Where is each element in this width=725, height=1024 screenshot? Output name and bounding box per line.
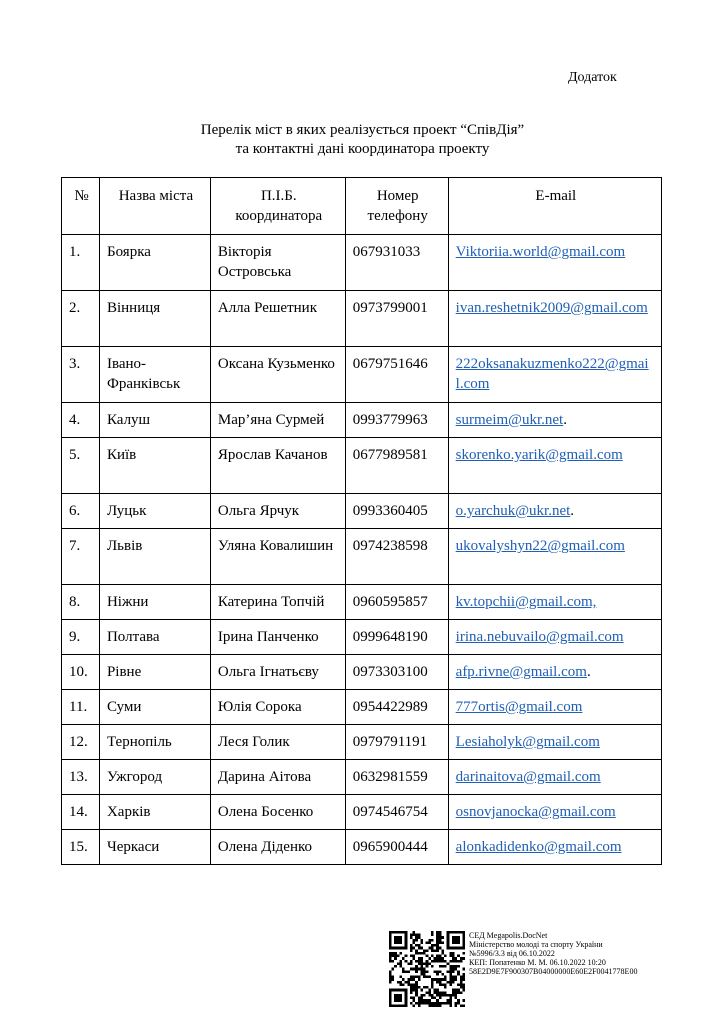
email-link[interactable]: kv.topchii@gmail.com, (455, 594, 597, 610)
row-coordinator-name: Оксана Кузьменко (210, 347, 345, 403)
row-coordinator-name: Ольга Ярчук (210, 494, 345, 529)
row-number: 11. (62, 690, 100, 725)
row-email (448, 291, 661, 347)
row-coordinator-name: Вікторія Островська (210, 235, 345, 291)
row-city: Полтава (99, 620, 210, 655)
stamp-text (469, 931, 637, 976)
email-link[interactable]: Lesiaholyk@gmail.com (455, 734, 600, 750)
row-number: 14. (62, 795, 100, 830)
header-number: № (62, 178, 100, 235)
row-coordinator-name: Ольга Ігнатьєву (210, 655, 345, 690)
row-number: 2. (62, 291, 100, 347)
table-row (62, 235, 662, 291)
row-email (448, 725, 661, 760)
title-line-2: та контактні дані координатора проекту (235, 141, 490, 157)
email-link[interactable]: darinaitova@gmail.com (455, 769, 601, 785)
email-link[interactable]: ivan.reshetnik2009@gmail.com (455, 300, 648, 316)
row-number: 7. (62, 529, 100, 585)
email-link[interactable]: Viktoriia.world@gmail.com (455, 244, 626, 260)
email-link[interactable]: ukovalyshyn22@gmail.com (455, 538, 625, 554)
row-phone: 067931033 (345, 235, 448, 291)
row-coordinator-name: Мар’яна Сурмей (210, 403, 345, 438)
row-city: Суми (99, 690, 210, 725)
row-city: Київ (99, 438, 210, 494)
email-link[interactable]: afp.rivne@gmail.com (455, 664, 587, 680)
email-suffix: . (570, 503, 575, 519)
row-number: 13. (62, 760, 100, 795)
row-email (448, 760, 661, 795)
table-row (62, 529, 662, 585)
table-row (62, 620, 662, 655)
row-number: 3. (62, 347, 100, 403)
electronic-signature-stamp (389, 931, 689, 1009)
stamp-line-hash: 58E2D9E7F900307B04000000E60E2F0041778E00 (469, 967, 638, 976)
row-number: 10. (62, 655, 100, 690)
row-number: 6. (62, 494, 100, 529)
row-city: Тернопіль (99, 725, 210, 760)
row-number: 15. (62, 830, 100, 865)
row-email (448, 620, 661, 655)
row-coordinator-name: Юлія Сорока (210, 690, 345, 725)
row-city: Боярка (99, 235, 210, 291)
row-phone: 0979791191 (345, 725, 448, 760)
email-link[interactable]: alonkadidenko@gmail.com (455, 839, 622, 855)
row-email (448, 438, 661, 494)
row-email (448, 403, 661, 438)
stamp-line-signature: КЕП: Попатенко М. М. 06.10.2022 10:20 (469, 958, 606, 967)
table-row (62, 403, 662, 438)
table-row (62, 760, 662, 795)
row-number: 4. (62, 403, 100, 438)
header-email: E-mail (448, 178, 661, 235)
table-row (62, 655, 662, 690)
row-email (448, 585, 661, 620)
email-link[interactable]: 777ortis@gmail.com (455, 699, 583, 715)
row-coordinator-name: Катерина Топчій (210, 585, 345, 620)
row-phone: 0960595857 (345, 585, 448, 620)
header-coordinator: П.І.Б. координатора (210, 178, 345, 235)
row-phone: 0974546754 (345, 795, 448, 830)
row-email (448, 830, 661, 865)
row-city: Калуш (99, 403, 210, 438)
row-coordinator-name: Леся Голик (210, 725, 345, 760)
row-email (448, 529, 661, 585)
row-number: 9. (62, 620, 100, 655)
email-link[interactable]: surmeim@ukr.net (455, 412, 564, 428)
table-row (62, 795, 662, 830)
table-row (62, 347, 662, 403)
row-phone: 0679751646 (345, 347, 448, 403)
email-suffix: . (586, 664, 591, 680)
email-link[interactable]: skorenko.yarik@gmail.com (455, 447, 623, 463)
row-coordinator-name: Олена Босенко (210, 795, 345, 830)
row-email (448, 235, 661, 291)
table-row (62, 494, 662, 529)
row-phone: 0993360405 (345, 494, 448, 529)
row-phone: 0999648190 (345, 620, 448, 655)
row-number: 1. (62, 235, 100, 291)
stamp-line-system: СЕД Megapolis.DocNet (469, 931, 548, 940)
row-email (448, 655, 661, 690)
row-coordinator-name: Уляна Ковалишин (210, 529, 345, 585)
email-link[interactable]: osnovjanocka@gmail.com (455, 804, 616, 820)
row-city: Івано-Франківськ (99, 347, 210, 403)
addendum-label: Додаток (568, 70, 617, 85)
row-city: Луцьк (99, 494, 210, 529)
table-row (62, 690, 662, 725)
row-email (448, 347, 661, 403)
row-phone: 0632981559 (345, 760, 448, 795)
table-row (62, 291, 662, 347)
row-email (448, 494, 661, 529)
header-phone: Номер телефону (345, 178, 448, 235)
row-email (448, 690, 661, 725)
row-phone: 0965900444 (345, 830, 448, 865)
row-number: 8. (62, 585, 100, 620)
row-phone: 0993779963 (345, 403, 448, 438)
row-coordinator-name: Олена Діденко (210, 830, 345, 865)
stamp-line-regnumber: №5996/3.3 від 06.10.2022 (469, 949, 555, 958)
row-city: Ніжни (99, 585, 210, 620)
email-suffix: . (563, 412, 567, 428)
table-row (62, 725, 662, 760)
row-phone: 0677989581 (345, 438, 448, 494)
row-city: Ужгород (99, 760, 210, 795)
row-phone: 0973799001 (345, 291, 448, 347)
row-city: Харків (99, 795, 210, 830)
row-coordinator-name: Дарина Аітова (210, 760, 345, 795)
row-city: Рівне (99, 655, 210, 690)
row-coordinator-name: Ірина Панченко (210, 620, 345, 655)
row-coordinator-name: Ярослав Качанов (210, 438, 345, 494)
email-link[interactable]: irina.nebuvailo@gmail.com (455, 629, 624, 645)
email-link[interactable]: o.yarchuk@ukr.net (455, 503, 571, 519)
title-line-1: Перелік міст в яких реалізується проект “СпівДія” (200, 122, 525, 138)
row-phone: 0954422989 (345, 690, 448, 725)
qr-code-icon (389, 931, 465, 1007)
stamp-line-ministry: Міністерство молоді та спорту України (469, 940, 603, 949)
table-row (62, 830, 662, 865)
table-header-row (62, 178, 662, 235)
row-number: 5. (62, 438, 100, 494)
row-city: Черкаси (99, 830, 210, 865)
row-phone: 0974238598 (345, 529, 448, 585)
table-row (62, 585, 662, 620)
email-link[interactable]: 222oksanakuzmenko222@gmail.com (455, 356, 649, 392)
row-email (448, 795, 661, 830)
row-city: Вінниця (99, 291, 210, 347)
header-city: Назва міста (99, 178, 210, 235)
row-number: 12. (62, 725, 100, 760)
row-phone: 0973303100 (345, 655, 448, 690)
row-coordinator-name: Алла Решетник (210, 291, 345, 347)
document-title (0, 121, 725, 159)
row-city: Львів (99, 529, 210, 585)
table-row (62, 438, 662, 494)
coordinators-table (61, 177, 662, 865)
